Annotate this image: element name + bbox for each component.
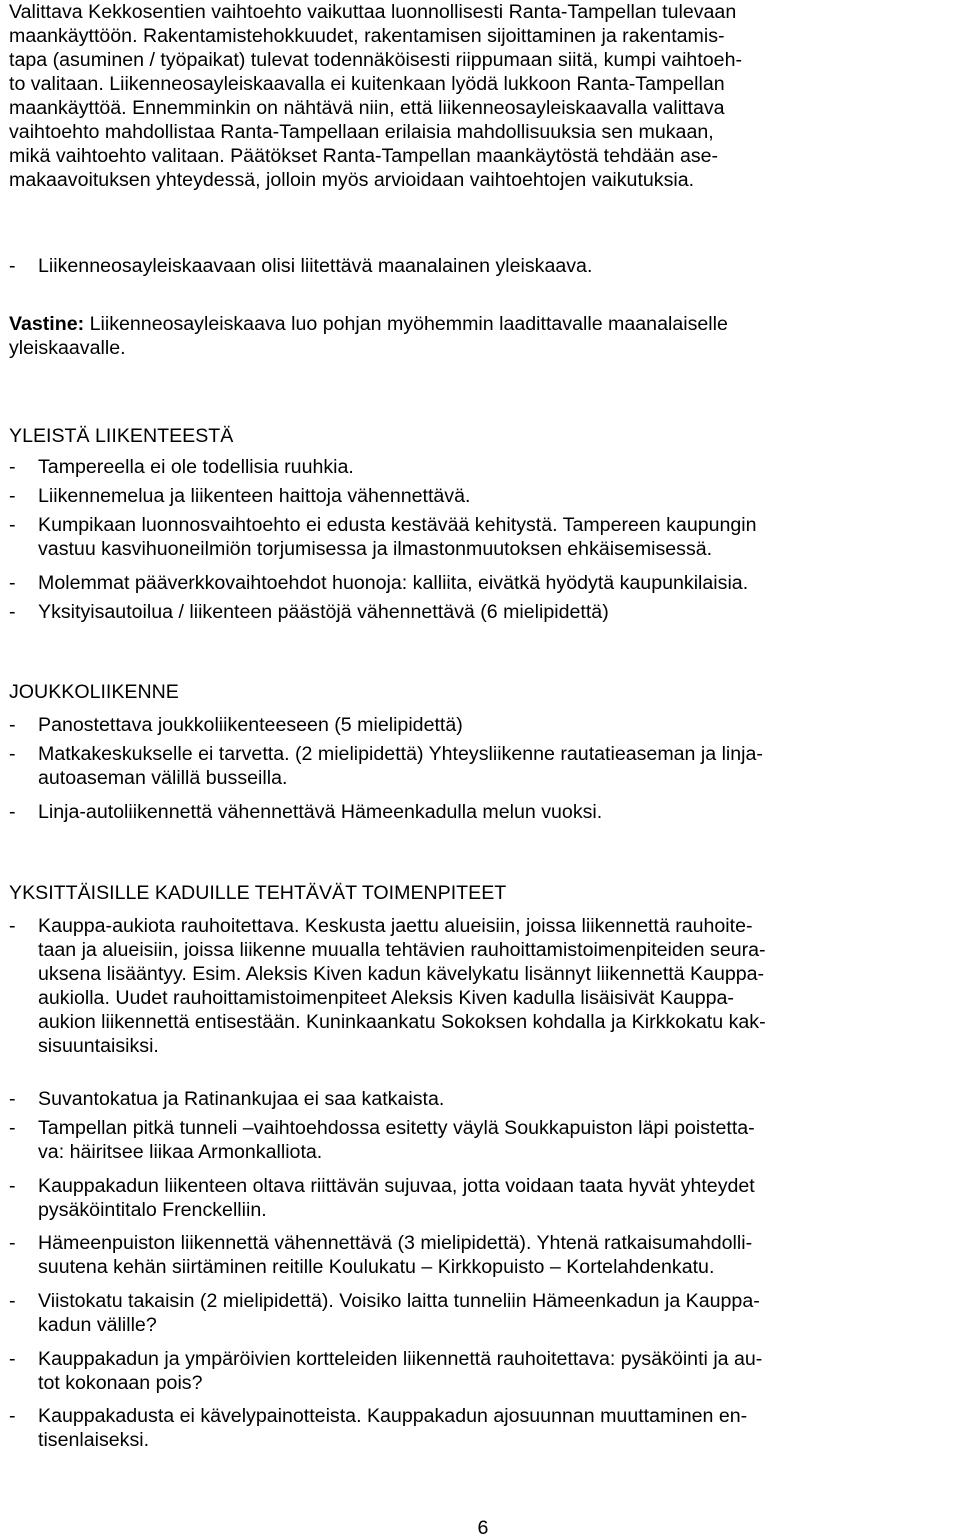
list-dash: - [9, 801, 16, 823]
list-item-line: Hämeenpuiston liikennettä vähennettävä (3 mielipidettä). Yhtenä ratkaisumahdolli- [38, 1232, 753, 1254]
list-item-text [38, 1289, 953, 1337]
list-item-line: tisenlaiseksi. [38, 1429, 150, 1451]
intro-line: to valitaan. Liikenneosayleiskaavalla ei kuitenkaan lyödä lukkoon Ranta-Tampellan [9, 73, 725, 95]
list-item-text [38, 1347, 953, 1395]
list-item-text [38, 513, 953, 561]
list-item-line: Molemmat pääverkkovaihtoehdot huonoja: kalliita, eivätkä hyödytä kaupunkilaisia. [38, 572, 749, 594]
list-item-line: Kumpikaan luonnosvaihtoehto ei edusta kestävää kehitystä. Tampereen kaupungin [38, 514, 757, 536]
list-dash: - [9, 601, 16, 623]
list-dash: - [9, 1348, 16, 1370]
list-item-line: tot kokonaan pois? [38, 1372, 203, 1394]
intro-line: Valittava Kekkosentien vaihtoehto vaikuttaa luonnollisesti Ranta-Tampellan tulevaan [9, 1, 737, 23]
intro-line: maankäyttöön. Rakentamistehokkuudet, rakentamisen sijoittaminen ja rakentamis- [9, 25, 725, 47]
list-dash: - [9, 1175, 16, 1197]
list-dash: - [9, 743, 16, 765]
intro-line: tapa (asuminen / työpaikat) tulevat todennäköisesti riippumaan siitä, kumpi vaihtoeh- [9, 49, 742, 71]
list-dash: - [9, 456, 16, 478]
list-dash: - [9, 915, 16, 937]
list-dash: - [9, 255, 16, 277]
list-dash: - [9, 1117, 16, 1139]
list-item-text [38, 1174, 953, 1222]
list-item-line: kadun välille? [38, 1314, 157, 1336]
response-line [9, 312, 954, 336]
list-item-line: Panostettava joukkoliikenteeseen (5 mielipidettä) [38, 714, 463, 736]
list-dash: - [9, 1405, 16, 1427]
list-item-text [38, 455, 953, 479]
intro-paragraph [9, 0, 954, 192]
list-item-line: Kauppakadun liikenteen oltava riittävän sujuvaa, jotta voidaan taata hyvät yhteydet [38, 1175, 755, 1197]
section-heading-streets: YKSITTÄISILLE KADUILLE TEHTÄVÄT TOIMENPITEET [9, 882, 507, 904]
intro-line: mikä vaihtoehto valitaan. Päätökset Ranta-Tampellan maankäytöstä tehdään ase- [9, 145, 719, 167]
list-dash: - [9, 514, 16, 536]
list-item-line: aukion liikennettä entisestään. Kuninkaankatu Sokoksen kohdalla ja Kirkkokatu kak- [38, 1011, 766, 1033]
list-item-line: Kauppakadusta ei kävelypainotteista. Kauppakadun ajosuunnan muuttaminen en- [38, 1405, 748, 1427]
list-item-line: aukiolla. Uudet rauhoittamistoimenpiteet Aleksis Kiven kadulla lisäisivät Kauppa- [38, 987, 734, 1009]
list-item-text [38, 1116, 953, 1164]
comment-line: Liikenneosayleiskaavaan olisi liitettävä maanalainen yleiskaava. [38, 255, 593, 277]
list-item-text [38, 742, 953, 790]
section-heading-general: YLEISTÄ LIIKENTEESTÄ [9, 425, 234, 447]
list-item-line: vastuu kasvihuoneilmiön torjumisessa ja ilmastonmuutoksen ehkäisemisessä. [38, 538, 713, 560]
list-item-line: autoaseman välillä busseilla. [38, 767, 288, 789]
list-item-text [38, 1404, 953, 1452]
list-dash: - [9, 1290, 16, 1312]
response-line: yleiskaavalle. [9, 337, 126, 359]
intro-line: maankäyttöä. Ennemminkin on nähtävä niin, että liikenneosayleiskaavalla valittava [9, 97, 725, 119]
list-item-line: Linja-autoliikennettä vähennettävä Hämeenkadulla melun vuoksi. [38, 801, 603, 823]
list-item-line: Suvantokatua ja Ratinankujaa ei saa katkaista. [38, 1088, 445, 1110]
list-item-text [38, 713, 953, 737]
list-item-text [38, 914, 953, 1058]
list-item-line: Yksityisautoilua / liikenteen päästöjä vähennettävä (6 mielipidettä) [38, 601, 609, 623]
section-heading-transit: JOUKKOLIIKENNE [9, 681, 179, 703]
page-number: 6 [477, 1517, 489, 1539]
response-text: Liikenneosayleiskaava luo pohjan myöhemmin laadittavalle maanalaiselle [84, 313, 728, 335]
intro-line: makaavoituksen yhteydessä, jolloin myös arvioidaan vaihtoehtojen vaikutuksia. [9, 169, 695, 191]
list-item-line: taan ja alueisiin, joissa liikenne muualla tehtävien rauhoittamistoimenpiteiden seura- [38, 939, 766, 961]
list-item-text [38, 800, 953, 824]
list-dash: - [9, 1088, 16, 1110]
list-item-line: Kauppa-aukiota rauhoitettava. Keskusta jaettu alueisiin, joissa liikennettä rauhoite- [38, 915, 753, 937]
list-item-text [38, 484, 953, 508]
list-dash: - [9, 1232, 16, 1254]
list-item-line: sisuuntaisiksi. [38, 1035, 159, 1057]
list-item-text [38, 1087, 953, 1111]
list-item-line: suutena kehän siirtäminen reitille Koulukatu – Kirkkopuisto – Kortelahdenkatu. [38, 1256, 715, 1278]
list-item-line: Liikennemelua ja liikenteen haittoja vähennettävä. [38, 485, 471, 507]
comment-text [38, 254, 953, 278]
list-item-line: Matkakeskukselle ei tarvetta. (2 mielipidettä) Yhteysliikenne rautatieaseman ja linja- [38, 743, 763, 765]
list-dash: - [9, 714, 16, 736]
list-dash: - [9, 572, 16, 594]
list-item-line: Tampereella ei ole todellisia ruuhkia. [38, 456, 354, 478]
list-item-text [38, 571, 953, 595]
list-item-line: Kauppakadun ja ympäröivien kortteleiden liikennettä rauhoitettava: pysäköinti ja au- [38, 1348, 763, 1370]
response-paragraph [9, 312, 954, 360]
response-label: Vastine: [9, 313, 85, 335]
list-item-text [38, 600, 953, 624]
list-item-line: Viistokatu takaisin (2 mielipidettä). Voisiko laitta tunneliin Hämeenkadun ja Kauppa- [38, 1290, 760, 1312]
list-item-line: va: häiritsee liikaa Armonkalliota. [38, 1141, 323, 1163]
list-dash: - [9, 485, 16, 507]
list-item-line: Tampellan pitkä tunneli –vaihtoehdossa esitetty väylä Soukkapuiston läpi poistetta- [38, 1117, 755, 1139]
list-item-line: pysäköintitalo Frenckelliin. [38, 1199, 267, 1221]
list-item-line: uksena lisääntyy. Esim. Aleksis Kiven kadun kävelykatu lisännyt liikennettä Kauppa- [38, 963, 765, 985]
list-item-text [38, 1231, 953, 1279]
intro-line: vaihtoehto mahdollistaa Ranta-Tampellaan erilaisia mahdollisuuksia sen mukaan, [9, 121, 714, 143]
